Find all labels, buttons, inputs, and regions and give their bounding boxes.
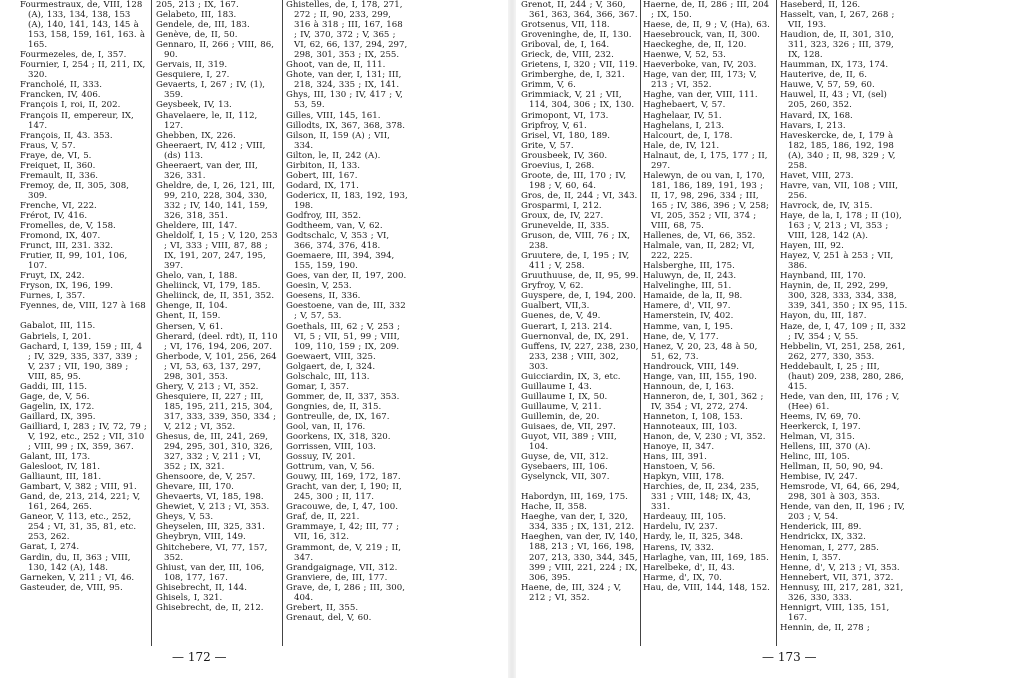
index-entry: Haynin, de, II, 292, 299, 300, 328, 333, 334, 338, 339, 341, 350 ; IX 95, 115. xyxy=(780,281,908,312)
index-entry: Fremault, II, 336. xyxy=(20,170,99,181)
index-entry: Goesin, V, 253. xyxy=(286,281,352,292)
index-entry: Fruyt, IX, 242. xyxy=(20,271,85,282)
index-column-left-1 xyxy=(20,0,148,650)
index-entry: Gardin, du, II, 363 ; VIII, 130, 142 (A), 148. xyxy=(20,552,131,573)
index-entry: Goorkens, IX, 318, 320. xyxy=(286,432,391,443)
index-entry: Gheybryn, VIII, 149. xyxy=(156,532,246,543)
index-entry: Grimmiack, V, 21 ; VII, 114, 304, 306 ; IX, 130. xyxy=(521,90,635,111)
index-entry: Henin, I, 357. xyxy=(780,552,841,563)
index-entry: Haeckeghe, de, II, 120. xyxy=(643,40,747,51)
index-entry: Grimberghe, de, I, 321. xyxy=(521,70,625,81)
index-entry: Ghiust, van der, III, 106, 108, 177, 167. xyxy=(156,562,265,583)
index-entry: Ghevaerts, VI, 185, 198. xyxy=(156,492,264,503)
index-entry: Gracht, van der, I, 190; II, 245, 300 ; II, 117. xyxy=(286,482,402,503)
index-entry: Gage, de, V, 56. xyxy=(20,391,90,402)
index-entry: Grousbeek, IV, 360. xyxy=(521,150,608,161)
index-entry: Grite, V, 57. xyxy=(521,140,574,151)
index-column-right-1 xyxy=(521,0,639,650)
index-entry: Haghelans, I, 213. xyxy=(643,120,725,131)
index-entry: Guffens, IV, 227, 238, 230, 233, 238 ; VIII, 302, 303. xyxy=(521,341,639,372)
index-entry: Gomar, I, 357. xyxy=(286,381,349,392)
index-entry: Haene, de, III, 324 ; V, 212 ; VI, 352. xyxy=(521,582,622,603)
index-entry: Furnes, I, 357. xyxy=(20,291,86,302)
index-entry: Guillaume, V, 211. xyxy=(521,401,602,412)
index-entry: Fourmezeles, de, I, 357. xyxy=(20,50,127,61)
index-entry: Hemsrode, VI, 64, 66, 294, 298, 301 à 303, 353. xyxy=(780,482,900,503)
index-entry: Fryson, IX, 196, 199. xyxy=(20,281,113,292)
index-entry: Hange, van, III, 155, 190. xyxy=(643,371,757,382)
index-entry: Hage, van der, III, 173; V, 213 ; VI, 352. xyxy=(643,70,757,91)
index-entry: Gualbert, VII,3. xyxy=(521,301,590,312)
index-entry: Haumman, IX, 173, 174. xyxy=(780,60,889,71)
index-entry: Guernonval, de, IX, 291. xyxy=(521,331,629,342)
index-entry: Gros, de, II, 244 ; VI, 343. xyxy=(521,190,638,201)
index-entry: Hamerstein, IV, 402. xyxy=(643,311,734,322)
index-entry: Halmale, van, II, 282; VI, 222, 225. xyxy=(643,241,755,262)
index-entry: Gheeraert, IV, 412 ; VIII, (ds) 113. xyxy=(156,140,266,161)
column-rule xyxy=(282,0,283,646)
index-entry: Halcourt, de, I, 178. xyxy=(643,130,733,141)
index-entry: Ghistelles, de, I, 178, 271, 272 ; II, 90, 233, 299, 316 à 318 ; III, 167, 168 ; IV, 370, 372 ; V, 365 ; VI, 62, 66, 137, 294, 297, 298, 301, 353 ; IX, 255. xyxy=(286,0,408,61)
index-entry: Gervais, II, 319. xyxy=(156,60,228,71)
index-entry: Hamaide, de la, II, 98. xyxy=(643,291,743,302)
index-entry: Gaillard, IX, 395. xyxy=(20,411,96,422)
index-entry: Grammont, de, V, 219 ; II, 347. xyxy=(286,542,402,563)
index-entry: Groevius, I, 268. xyxy=(521,160,595,171)
index-entry: Ghisels, I, 321. xyxy=(156,592,223,603)
index-entry: François I, roi, II, 202. xyxy=(20,100,121,111)
index-entry: Fremoy, de, II, 305, 308, 309. xyxy=(20,180,129,201)
index-entry: Hede, van den, III, 176 ; V, (Hee) 61. xyxy=(780,391,900,412)
index-entry: Francholé, II, 333. xyxy=(20,80,102,91)
index-entry: Guerart, I, 213. 214. xyxy=(521,321,613,332)
index-entry: Ganeor, V, 113, etc., 252, 254 ; VI, 31, 35, 81, etc. 253, 262. xyxy=(20,512,137,543)
page-number-right: — 173 — xyxy=(762,650,817,664)
index-entry: Grieck, de, VIII, 232. xyxy=(521,50,614,61)
index-entry: Genève, de, II, 50. xyxy=(156,30,238,41)
index-entry: Hauwe, V, 57, 59, 60. xyxy=(780,80,875,91)
index-entry: Gheeraert, van der, III, 326, 331. xyxy=(156,160,258,181)
index-entry: Hellman, II, 50, 90, 94. xyxy=(780,462,884,473)
index-entry: Fromond, IX, 407. xyxy=(20,231,101,242)
index-entry: 205, 213 ; IX, 167. xyxy=(156,0,239,10)
index-entry: Ghavelaere, le, II, 112, 127. xyxy=(156,110,258,131)
index-entry: Henne, d', V, 213 ; VI, 353. xyxy=(780,562,900,573)
column-rule xyxy=(151,0,152,646)
index-column-right-3 xyxy=(780,0,908,650)
index-entry: Harelbeke, d', II, 43. xyxy=(643,562,735,573)
index-entry: Hannoteaux, III, 103. xyxy=(643,421,738,432)
index-entry: Hende, van den, II, 196 ; IV, 203 ; V, 54. xyxy=(780,502,905,523)
index-entry: Hennigrt, VIII, 135, 151, 167. xyxy=(780,602,890,623)
index-entry: Hallenes, de, VI, 66, 352. xyxy=(643,231,756,242)
index-entry: Ghesus, de, III, 241, 269, 294, 295, 301, 310, 326, 327, 332 ; V, 211 ; VI, 352 ; IX, 321. xyxy=(156,432,273,473)
index-entry: Havet, VIII, 273. xyxy=(780,170,854,181)
index-entry: Hanoye, II, 347. xyxy=(643,442,715,453)
index-entry: Harme, d', IX, 70. xyxy=(643,572,722,583)
right-page xyxy=(512,0,1024,678)
index-entry: Godfroy, III, 352. xyxy=(286,210,361,221)
index-entry: François II, empereur, IX, 147. xyxy=(20,110,134,131)
index-entry: Haseberd, II, 126. xyxy=(780,0,861,10)
index-entry: Galesloot, IV, 181. xyxy=(20,462,100,473)
index-entry: Halsberghe, III, 175. xyxy=(643,261,735,272)
index-entry: Gabalot, III, 115. xyxy=(20,321,96,332)
index-entry: Ghenge, II, 104. xyxy=(156,301,228,312)
index-entry: Gheliinck, VI, 179, 185. xyxy=(156,281,261,292)
index-entry: Haluwyn, de, II, 243. xyxy=(643,271,737,282)
index-entry: Henderick, III, 89. xyxy=(780,522,862,533)
index-entry: Hennin, de, II, 278 ; xyxy=(780,622,870,633)
index-entry: Fraye, de, VI, 5. xyxy=(20,150,92,161)
index-entry: Grebert, II, 355. xyxy=(286,602,359,613)
index-entry: Hennusy, III, 217, 281, 321, 326, 330, 333. xyxy=(780,582,904,603)
index-entry: Gheldolf, I, 15 ; V, 120, 253 ; VI, 333 ; VIII, 87, 88 ; IX, 191, 207, 247, 195, 397. xyxy=(156,231,278,272)
index-entry: Garneken, V, 211 ; VI, 46. xyxy=(20,572,135,583)
index-entry: Gagelin, IX, 172. xyxy=(20,401,95,412)
index-entry: Ghesquiere, II, 227 ; III, 185, 195, 211, 215, 304, 317, 333, 339, 350, 334 ; V, 212 ; VI, 352. xyxy=(156,391,276,432)
index-entry: Hanez, V, 20, 23, 48 à 50, 51, 62, 73. xyxy=(643,341,758,362)
index-entry: Frunct, III, 231. 332. xyxy=(20,241,114,252)
index-entry: Ghensoore, de, V, 257. xyxy=(156,472,256,483)
index-entry: Hardy, le, II, 325, 348. xyxy=(643,532,743,543)
index-entry: Fournier, I, 254 ; II, 211, IX, 320. xyxy=(20,60,146,81)
index-entry: Gyselynck, VII, 307. xyxy=(521,472,610,483)
index-entry: Frérot, IV, 416. xyxy=(20,210,88,221)
index-entry: Ghersen, V, 61. xyxy=(156,321,223,332)
index-entry: Harchies, de, II, 234, 235, 331 ; VIII, 148; IX, 43, 331. xyxy=(643,482,760,513)
index-entry: Griboval, de, I, 164. xyxy=(521,40,610,51)
index-entry: Hasselt, van, I, 267, 268 ; VII, 193. xyxy=(780,10,895,31)
index-entry: Gossuy, IV, 201. xyxy=(286,452,356,463)
index-entry: Grenaut, del, V, 60. xyxy=(286,612,372,623)
index-entry: Gheliinck, de, II, 351, 352. xyxy=(156,291,275,302)
index-entry: Hanon, de, V, 230 ; VI, 352. xyxy=(643,432,766,443)
index-entry: Grandgaignage, VII, 312. xyxy=(286,562,398,573)
index-entry: Ghelo, van, I, 188. xyxy=(156,271,238,282)
index-entry: Hannoun, de, I, 163. xyxy=(643,381,734,392)
index-entry: Henoman, I, 277, 285. xyxy=(780,542,879,553)
index-entry: Gouwy, III, 169, 172, 187. xyxy=(286,472,401,483)
index-entry: Hapkyn, VIII, 178. xyxy=(643,472,725,483)
index-entry: Halewyn, de ou van, I, 170, 181, 186, 189, 191, 193 ; II, 17, 98, 296, 334 ; III, 165 ; IV, 386, 396 ; V, 258; VI, 205, 352 ; VII, 374 ; VIII, 68, 75. xyxy=(643,170,769,232)
index-entry: Guillemin, de, 20. xyxy=(521,411,600,422)
index-entry: Golgaert, de, I, 324. xyxy=(286,361,376,372)
index-entry: Goethals, III, 62 ; V, 253 ; VI, 5 ; VII, 51, 99 ; VIII, 109, 110, 159 ; IX, 209. xyxy=(286,321,400,352)
index-entry: Garat, I, 274. xyxy=(20,542,80,553)
index-entry: Hamere, d', VII, 97. xyxy=(643,301,731,312)
index-entry: Hayon, du, III, 187. xyxy=(780,311,867,322)
index-entry: Haye, de la, I, 178 ; II (10), 163 ; V, 213 ; VI, 353 ; VIII, 128, 142 (A). xyxy=(780,210,902,242)
index-entry: Havrock, de, IV, 315. xyxy=(780,200,873,211)
index-entry: Gailliard, I, 283 ; IV, 72, 79 ; V, 192, etc., 252 ; VII, 310 ; VIII, 99 ; IX, 359, 367. xyxy=(20,421,147,453)
index-entry: Godtschalc, V, 353 ; VI, 366, 374, 376, 418. xyxy=(286,231,390,252)
index-entry: Gheyselen, III, 325, 331. xyxy=(156,522,265,533)
index-entry: Hauterive, de, II, 6. xyxy=(780,70,867,81)
index-entry: Goes, van der, II, 197, 200. xyxy=(286,271,407,282)
index-entry: Hale, de, IV, 121. xyxy=(643,140,720,151)
index-entry: Ghery, V, 213 ; VI, 352. xyxy=(156,381,259,392)
index-entry: Girbiton, II, 133. xyxy=(286,160,360,171)
index-entry: Gorrissen, VIII, 103. xyxy=(286,442,376,453)
index-entry: Galliaunt, III, 181. xyxy=(20,472,102,483)
index-entry: Gheys, V, 53. xyxy=(156,512,214,523)
index-entry: Gruutere, de, I, 195 ; IV, 411 ; V, 258. xyxy=(521,251,630,272)
page-number-left: — 172 — xyxy=(172,650,227,664)
index-entry: Groote, de, III, 170 ; IV, 198 ; V, 60, 64. xyxy=(521,170,627,191)
index-entry: Hauwel, II, 43 ; VI, (sel) 205, 260, 352. xyxy=(780,90,887,111)
index-entry: Ghebben, IX, 226. xyxy=(156,130,236,141)
index-entry: Hendrickx, IX, 332. xyxy=(780,532,866,543)
index-entry: Halnaut, de, I, 175, 177 ; II, 297. xyxy=(643,150,768,171)
index-entry: Gool, van, II, 176. xyxy=(286,421,366,432)
index-entry: Haenwe, V, 52, 53. xyxy=(643,50,726,61)
index-entry: Gruson, de, VIII, 76 ; IX, 238. xyxy=(521,231,631,252)
index-entry: Gand, de, 213, 214, 221; V, 161, 264, 265. xyxy=(20,492,141,513)
index-entry: Gripfroy, V, 61. xyxy=(521,120,587,131)
index-entry: Grisel, VI, 180, 189. xyxy=(521,130,610,141)
index-entry: Gheldre, de, I, 26, 121, III, 99, 210, 228, 304, 330, 332 ; IV, 140, 141, 159, 326, 318, 351. xyxy=(156,180,275,221)
index-entry: Grammaye, I, 42; III, 77 ; VII, 16, 312. xyxy=(286,522,400,543)
index-entry: Gaddi, III, 115. xyxy=(20,381,87,392)
index-entry: Gontreulle, de, IX, 167. xyxy=(286,411,390,422)
index-entry: Hanneron, de, I, 301, 362 ; IV, 354 ; VI, 272, 274. xyxy=(643,391,764,412)
index-entry: Gottrum, van, V, 56. xyxy=(286,462,375,473)
index-entry: Graf, de, II, 221. xyxy=(286,512,360,523)
index-entry: Haese, de, II, 9 ; V, (Ha), 63. xyxy=(643,20,770,31)
index-column-left-3 xyxy=(286,0,408,650)
index-entry: Halvelinghe, III, 51. xyxy=(643,281,732,292)
index-entry: Ghys, III, 130 ; IV, 417 ; V, 53, 59. xyxy=(286,90,403,111)
index-entry: Geysbeek, IV, 13. xyxy=(156,100,232,111)
index-entry: Hans, III, 391. xyxy=(643,452,707,463)
index-entry: Havard, IX, 168. xyxy=(780,110,853,121)
index-entry: Ghewiet, V, 213 ; VI, 353. xyxy=(156,502,270,513)
index-entry: Grunevelde, II, 335. xyxy=(521,221,610,232)
index-entry: Granviere, de, III, 177. xyxy=(286,572,388,583)
index-entry: Groveninghe, de, II, 130. xyxy=(521,30,632,41)
index-entry: Haerne, de, II, 286 ; III, 204 ; IX, 150. xyxy=(643,0,770,21)
index-entry: Helinc, III, 105. xyxy=(780,452,850,463)
index-entry: Hau, de, VIII, 144, 148, 152. xyxy=(643,582,770,593)
index-entry: Habordyn, III, 169, 175. xyxy=(521,492,628,503)
index-column-left-2 xyxy=(156,0,278,650)
index-entry: Gillodts, IX, 367, 368, 378. xyxy=(286,120,405,131)
index-entry: Ghitchebere, VI, 77, 157, 352. xyxy=(156,542,268,563)
letter-gap xyxy=(20,311,148,321)
index-entry: Godtheem, van, V, 62. xyxy=(286,221,383,232)
index-entry: Galant, III, 173. xyxy=(20,452,91,463)
index-entry: Grimopont, VI, 173. xyxy=(521,110,609,121)
index-entry: Guillaume I, IX, 50. xyxy=(521,391,608,402)
index-entry: Goemaere, III, 394, 394, 155, 159, 190. xyxy=(286,251,395,272)
index-entry: Handrouck, VIII, 149. xyxy=(643,361,739,372)
index-entry: Ghent, II, 159. xyxy=(156,311,221,322)
index-entry: Ghoot, van de, II, 111. xyxy=(286,60,386,71)
index-entry: Gachard, I, 139, 159 ; III, 4 ; IV, 329, 335, 337, 339 ; V, 237 ; VII, 190, 389 ; VIII, 85, 95. xyxy=(20,341,143,382)
index-entry: Fyennes, de, VIII, 127 à 168 xyxy=(20,301,146,312)
index-entry: Gherard, (deel. rdt), II, 110 ; VI, 176, 194, 206, 207. xyxy=(156,331,278,352)
index-entry: Grotsenus, VII, 118. xyxy=(521,20,610,31)
index-entry: Gilton, le, II, 242 (A). xyxy=(286,150,381,161)
index-entry: Gabriels, I, 201. xyxy=(20,331,92,342)
index-entry: Frenche, VI, 222. xyxy=(20,200,97,211)
index-entry: Gilles, VIII, 145, 161. xyxy=(286,110,381,121)
index-entry: Grimm, V, 6. xyxy=(521,80,576,91)
index-entry: Ghisebrecht, de, II, 212. xyxy=(156,602,264,613)
index-entry: Goesens, II, 336. xyxy=(286,291,361,302)
column-rule xyxy=(640,0,641,646)
index-entry: Hardeauy, III, 105. xyxy=(643,512,726,523)
index-entry: Haze, de, I, 47, 109 ; II, 332 ; IV, 354 ; V, 55. xyxy=(780,321,906,342)
index-entry: Haveskercke, de, I, 179 à 182, 185, 186, 192, 198 (A), 340 ; II, 98, 329 ; V, 258. xyxy=(780,130,896,171)
index-entry: Freiquet, II, 360. xyxy=(20,160,96,171)
index-column-right-2 xyxy=(643,0,773,650)
index-entry: Grosparmi, I, 212. xyxy=(521,200,602,211)
index-entry: Grave, de, I, 286 ; III, 300, 404. xyxy=(286,582,405,603)
letter-gap xyxy=(521,482,639,492)
index-entry: Gysebaers, III, 106. xyxy=(521,462,608,473)
index-entry: Guicciardin, IX, 3, etc. xyxy=(521,371,621,382)
index-entry: Gommer, de, II, 337, 353. xyxy=(286,391,400,402)
index-entry: Gendele, de, III, 183. xyxy=(156,20,250,31)
index-entry: Haesebrouck, van, II, 300. xyxy=(643,30,760,41)
index-entry: Hardelu, IV, 237. xyxy=(643,522,718,533)
index-entry: Gasteuder, de, VIII, 95. xyxy=(20,582,123,593)
index-entry: Hane, de, V, 177. xyxy=(643,331,719,342)
index-entry: Gruuthuuse, de, II, 95, 99. xyxy=(521,271,639,282)
index-entry: Haghelaar, IV, 51. xyxy=(643,110,722,121)
index-entry: Guyot, VII, 389 ; VIII, 104. xyxy=(521,432,617,453)
index-entry: Gryfroy, V, 62. xyxy=(521,281,584,292)
index-entry: Gevaerts, I, 267 ; IV, (1), 359. xyxy=(156,80,266,101)
index-entry: Heddebault, I, 25 ; III, (haut) 209, 238, 280, 286, 415. xyxy=(780,361,904,392)
index-entry: Gheldere, III, 147. xyxy=(156,221,238,232)
index-entry: Groux, de, IV, 227. xyxy=(521,210,604,221)
index-entry: Hache, II, 358. xyxy=(521,502,587,513)
index-entry: Gongnies, de, II, 315. xyxy=(286,401,382,412)
index-entry: Haeverboke, van, IV, 203. xyxy=(643,60,757,71)
index-entry: Gambart, V, 382 ; VIII, 91. xyxy=(20,482,137,493)
index-entry: Francken, IV, 406. xyxy=(20,90,101,101)
index-entry: Godard, IX, 171. xyxy=(286,180,359,191)
index-entry: Havre, van, VII, 108 ; VIII, 256. xyxy=(780,180,898,201)
index-entry: Frutier, II, 99, 101, 106, 107. xyxy=(20,251,128,272)
index-entry: Godericx, II, 183, 192, 193, 198. xyxy=(286,190,408,211)
index-entry: Hanstoen, V, 56. xyxy=(643,462,716,473)
index-entry: Goewaert, VIII, 325. xyxy=(286,351,376,362)
index-entry: Fromelles, de, V, 158. xyxy=(20,221,116,232)
index-entry: Guenes, de, V, 49. xyxy=(521,311,601,322)
index-entry: Golschalc, III, 113. xyxy=(286,371,370,382)
index-entry: Grietens, I, 320 ; VII, 119. xyxy=(521,60,638,71)
index-entry: Gilson, II, 159 (A) ; VII, 334. xyxy=(286,130,390,151)
index-entry: Hennebert, VII, 371, 372. xyxy=(780,572,894,583)
column-rule xyxy=(776,0,777,646)
index-entry: Haghe, van der, VIII, 111. xyxy=(643,90,758,101)
index-entry: Guisaes, de, VII, 297. xyxy=(521,421,616,432)
index-entry: Gherbode, V, 101, 256, 264 ; VI, 53, 63, 137, 297, 298, 301, 353. xyxy=(156,351,277,382)
index-entry: Haghebaert, V, 57. xyxy=(643,100,726,111)
index-entry: Gennaro, II, 266 ; VIII, 86, 90. xyxy=(156,40,274,61)
index-entry: Ghisebrecht, II, 144. xyxy=(156,582,247,593)
index-entry: Gobert, III, 167. xyxy=(286,170,358,181)
index-entry: Helman, VI, 315. xyxy=(780,432,855,443)
index-entry: Goestoene, van de, III, 332 ; V, 57, 53. xyxy=(286,301,406,322)
index-entry: Harens, IV, 332. xyxy=(643,542,714,553)
index-entry: Hembise, IV, 247. xyxy=(780,472,858,483)
index-entry: Haudion, de, II, 301, 310, 311, 323, 326 ; III, 379, IX, 128. xyxy=(780,30,894,61)
index-entry: Haeghen, van der, IV, 140, 188, 213 ; VI, 166, 198, 207, 213, 330, 344, 345, 399 ; VIII, 221, 224 ; IX, 306, 395. xyxy=(521,532,638,583)
index-entry: Hanneton, I, 108, 153. xyxy=(643,411,743,422)
index-entry: Harlaghe, van, III, 169, 185. xyxy=(643,552,769,563)
index-entry: Hellens, III, 370 (A). xyxy=(780,442,871,453)
index-entry: Ghevare, III, 170. xyxy=(156,482,234,493)
index-entry: Hayez, V, 251 à 253 ; VII, 386. xyxy=(780,251,894,272)
index-entry: Hamme, van, I, 195. xyxy=(643,321,733,332)
index-entry: Ghote, van der, I, 131; III, 218, 324, 335 ; IX, 141. xyxy=(286,70,402,91)
index-entry: Guillaume I, 43. xyxy=(521,381,592,392)
index-entry: Heems, IV, 69, 70. xyxy=(780,411,861,422)
index-entry: Heerkerck, I, 197. xyxy=(780,421,861,432)
index-entry: Hayen, III, 92. xyxy=(780,241,844,252)
index-entry: Guyspere, de, I, 194, 200. xyxy=(521,291,636,302)
index-entry: Gesquiere, I, 27. xyxy=(156,70,230,81)
index-entry: Hebbelin, VI, 251, 258, 261, 262, 277, 330, 353. xyxy=(780,341,906,362)
index-entry: Haeghe, van der, I, 320, 334, 335 ; IX, 131, 212. xyxy=(521,512,635,533)
index-entry: Fourmestraux, de, VIII, 128 (A), 133, 134, 138, 153 (A), 140, 141, 143, 145 à 153, 158, 159, 161, 163. à 165. xyxy=(20,0,145,51)
index-entry: Haynband, III, 170. xyxy=(780,271,866,282)
index-entry: Guyse, de, VII, 312. xyxy=(521,452,609,463)
index-entry: Grenot, II, 244 ; V, 360, 361, 363, 364, 366, 367. xyxy=(521,0,638,21)
index-entry: Fraus, V, 57. xyxy=(20,140,76,151)
index-entry: François, II, 43. 353. xyxy=(20,130,113,141)
index-entry: Havars, I, 213. xyxy=(780,120,846,131)
index-entry: Gracouwe, de, I, 47, 100. xyxy=(286,502,398,513)
index-entry: Gelabeto, III, 183. xyxy=(156,10,237,21)
